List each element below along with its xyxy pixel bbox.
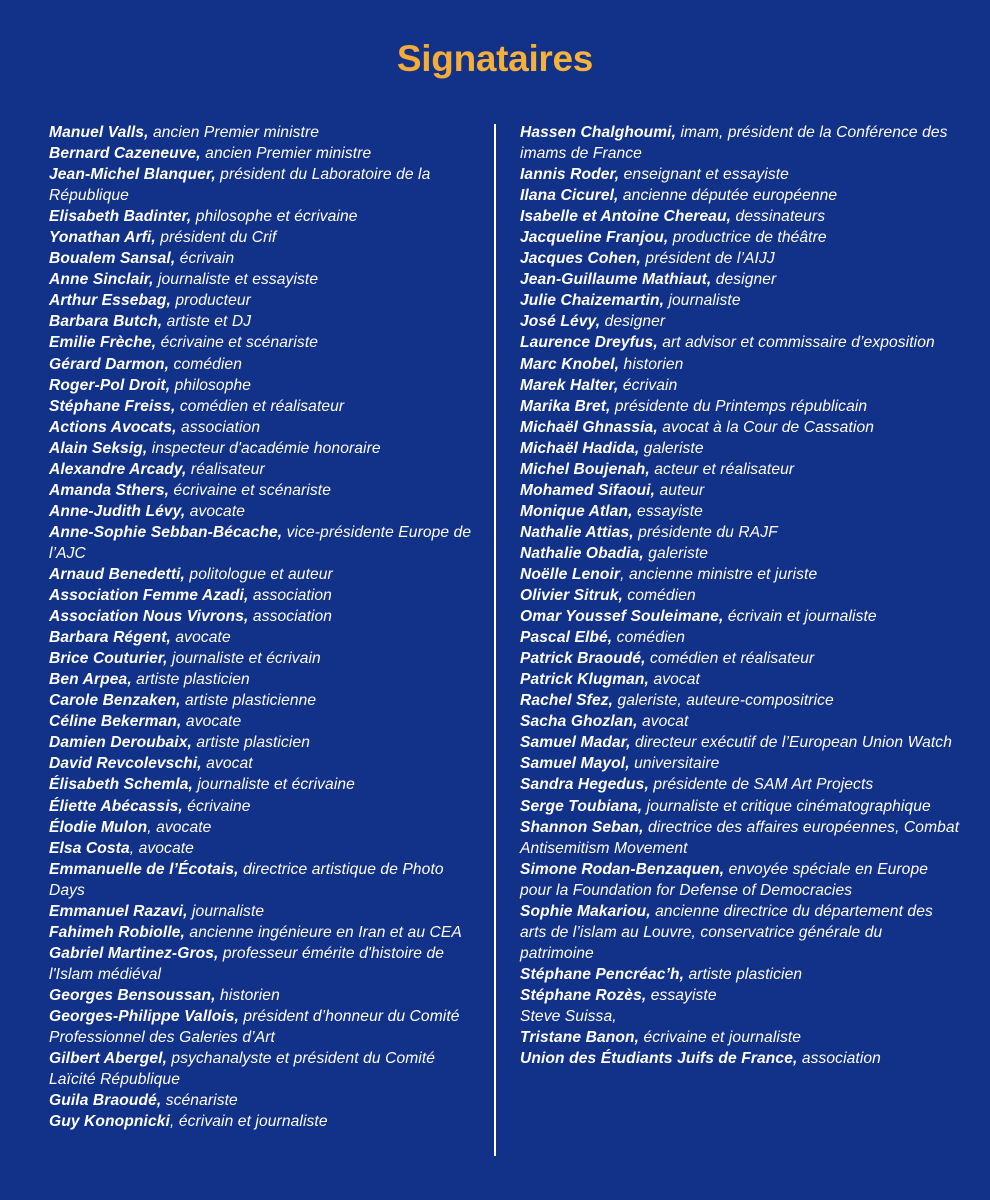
signatory-entry: [520, 501, 960, 522]
signatory-role: artiste plasticien: [131, 671, 250, 689]
signatory-name: Guila Braoudé,: [49, 1092, 162, 1110]
signatory-entry: [520, 585, 960, 606]
signatory-role: Steve Suissa,: [520, 1007, 617, 1025]
signatory-entry: [520, 817, 960, 859]
signatory-name: Stéphane Freiss,: [49, 397, 176, 415]
signatory-name: Gérard Darmon,: [49, 355, 170, 373]
signatory-entry: [520, 669, 960, 690]
signatory-name: Carole Benzaken,: [49, 692, 181, 710]
signatory-name: Sandra Hegedus,: [520, 776, 649, 794]
signatory-role: imam, président de la Conférence des imams de France: [520, 124, 948, 163]
signatory-role: avocate: [185, 502, 246, 520]
signatory-role: inspecteur d'académie honoraire: [147, 439, 381, 457]
signatory-role: designer: [711, 271, 777, 289]
signatory-role: président du Crif: [155, 229, 277, 247]
signatory-name: Georges Bensoussan,: [49, 986, 216, 1004]
signatory-role: écrivaine et journaliste: [639, 1029, 802, 1047]
signatory-entry: [49, 985, 479, 1006]
signatory-entry: [520, 522, 960, 543]
signatory-role: présidente de SAM Art Projects: [648, 776, 874, 794]
signatory-name: Elisabeth Badinter,: [49, 208, 192, 226]
signatory-entry: [520, 164, 960, 185]
signatory-role: ancien Premier ministre: [148, 124, 320, 141]
signatory-entry: [520, 711, 960, 732]
signatory-role: enseignant et essayiste: [619, 166, 789, 184]
signatories-column-right: [520, 122, 960, 1069]
signatory-entry: [49, 417, 479, 438]
signatory-entry: [49, 311, 479, 332]
signatory-name: Amanda Sthers,: [49, 481, 170, 499]
signatory-name: Tristane Banon,: [520, 1029, 640, 1047]
column-divider: [494, 124, 496, 1156]
signatory-name: Boualem Sansal,: [49, 250, 176, 268]
signatory-name: Iannis Roder,: [520, 166, 620, 184]
signatory-entry: [520, 375, 960, 396]
signatory-entry: [49, 522, 479, 564]
signatory-role: écrivaine: [182, 797, 251, 815]
signatory-role: avocate: [181, 713, 242, 731]
signatory-entry: [520, 311, 960, 332]
signatory-role: comédien: [169, 355, 242, 373]
signatory-entry: [49, 901, 479, 922]
signatory-name: Simone Rodan-Benzaquen,: [520, 860, 725, 878]
signatory-name: Marek Halter,: [520, 376, 619, 394]
signatory-entry: [520, 985, 960, 1006]
signatory-entry: [49, 796, 479, 817]
signatory-entry: [49, 817, 479, 838]
signatory-name: Jacqueline Franjou,: [520, 229, 669, 247]
signatory-name: Elsa Costa: [49, 839, 130, 857]
signatory-role: ancienne ingénieure en Iran et au CEA: [185, 923, 462, 941]
signatory-name: Guy Konopnicki: [49, 1113, 170, 1131]
signatory-role: écrivain et journaliste: [723, 608, 877, 626]
signatory-entry: [520, 417, 960, 438]
signatory-entry: [49, 774, 479, 795]
signatory-role: écrivain: [175, 250, 235, 268]
signatory-entry: [520, 122, 960, 164]
signatory-entry: [49, 711, 479, 732]
signatory-name: Éliette Abécassis,: [49, 797, 183, 815]
signatory-entry: [520, 269, 960, 290]
signatory-role: , avocate: [129, 839, 194, 857]
signatory-role: comédien et réalisateur: [175, 397, 345, 415]
signatory-role: acteur et réalisateur: [649, 460, 795, 478]
signatory-entry: [49, 648, 479, 669]
signatory-entry: [49, 690, 479, 711]
signatory-name: Barbara Régent,: [49, 629, 171, 647]
signatory-name: Anne-Sophie Sebban-Bécache,: [49, 523, 283, 541]
signatory-name: Michel Boujenah,: [520, 460, 650, 478]
signatory-role: essayiste: [646, 986, 717, 1004]
signatory-role: directrice artistique de Photo Days: [49, 860, 444, 899]
signatory-entry: [49, 501, 479, 522]
signatory-entry: [49, 480, 479, 501]
signatory-name: Gilbert Abergel,: [49, 1050, 167, 1068]
signatory-name: Sophie Makariou,: [520, 902, 651, 920]
signatory-entry: [520, 290, 960, 311]
signatory-name: Élodie Mulon: [49, 818, 148, 836]
signatory-name: Manuel Valls,: [49, 124, 149, 141]
signatory-name: Emmanuel Razavi,: [49, 902, 188, 920]
signatory-name: David Revcolevschi,: [49, 755, 202, 773]
signatory-role: président d’honneur du Comité Professionnel des Galeries d’Art: [49, 1007, 460, 1047]
signatory-entry: [520, 396, 960, 417]
signatory-entry: [520, 438, 960, 459]
signatory-entry: [49, 290, 479, 311]
signatory-role: comédien et réalisateur: [645, 650, 815, 668]
signatory-name: Patrick Braoudé,: [520, 650, 646, 668]
signatory-entry: [520, 185, 960, 206]
signatory-name: Samuel Madar,: [520, 734, 631, 752]
signatory-role: galeriste, auteure-compositrice: [613, 692, 834, 710]
signatory-role: écrivaine et scénariste: [169, 481, 332, 499]
signatory-role: président du Laboratoire de la République: [49, 166, 431, 205]
signatory-role: productrice de théâtre: [668, 229, 827, 247]
signatory-name: Arthur Essebag,: [49, 292, 171, 310]
signatory-role: vice-présidente Europe de l’AJC: [49, 523, 472, 562]
signatory-name: Arnaud Benedetti,: [49, 565, 185, 583]
signatory-name: Union des Étudiants Juifs de France,: [520, 1050, 798, 1068]
signatory-name: Isabelle et Antoine Chereau,: [520, 208, 732, 226]
signatory-role: ancien Premier ministre: [200, 145, 372, 163]
signatory-role: journaliste: [187, 902, 265, 920]
signatory-entry: [520, 774, 960, 795]
signatory-name: José Lévy,: [520, 313, 601, 331]
signatory-role: dessinateurs: [731, 208, 826, 226]
signatory-role: historien: [619, 355, 684, 373]
signatory-name: Alexandre Arcady,: [49, 460, 187, 478]
signatory-role: journaliste et écrivain: [167, 650, 321, 668]
signatory-name: Fahimeh Robiolle,: [49, 923, 185, 941]
signatory-role: politologue et auteur: [185, 565, 333, 583]
signatory-role: association: [248, 587, 332, 605]
signatory-name: Georges-Philippe Vallois,: [49, 1007, 239, 1025]
signatory-entry: [520, 248, 960, 269]
signatory-role: envoyée spéciale en Europe pour la Foundation for Defense of Democracies: [520, 860, 928, 899]
signatory-name: Michaël Hadida,: [520, 439, 640, 457]
signatory-entry: [49, 669, 479, 690]
signatory-role: , avocate: [147, 818, 212, 836]
signatory-entry: [520, 227, 960, 248]
signatory-entry: [49, 859, 479, 901]
signatory-role: auteur: [655, 481, 705, 499]
signatory-entry: [49, 627, 479, 648]
signatory-entry: [49, 248, 479, 269]
signatory-entry: [520, 1048, 960, 1069]
signatory-entry: [49, 1090, 479, 1111]
signatory-role: journaliste et essayiste: [153, 271, 319, 289]
signatory-role: directeur exécutif de l’European Union Watch: [630, 734, 952, 752]
signatory-entry: [49, 753, 479, 774]
signatory-name: Omar Youssef Souleimane,: [520, 608, 724, 626]
signatory-name: Samuel Mayol,: [520, 755, 630, 773]
signatory-role: professeur émérite d'histoire de l'Islam médiéval: [49, 944, 445, 983]
signatory-name: Shannon Seban,: [520, 818, 644, 836]
signatory-entry: [520, 901, 960, 964]
signatory-entry: [520, 1027, 960, 1048]
signatory-entry: [520, 964, 960, 985]
signatory-entry: [520, 206, 960, 227]
signatory-role: essayiste: [632, 502, 703, 520]
signatory-name: Bernard Cazeneuve,: [49, 145, 201, 163]
signatory-entry: [49, 206, 479, 227]
signatory-name: Nathalie Attias,: [520, 523, 634, 541]
signatory-name: Laurence Dreyfus,: [520, 334, 658, 352]
signatory-name: Céline Bekerman,: [49, 713, 182, 731]
signatory-role: , ancienne ministre et juriste: [620, 565, 818, 583]
signatory-entry: [520, 606, 960, 627]
signatory-name: Nathalie Obadia,: [520, 544, 644, 562]
signatory-name: Hassen Chalghoumi,: [520, 124, 677, 141]
signatory-entry: [49, 332, 479, 353]
signatory-entry: [49, 269, 479, 290]
signatory-role: écrivaine et scénariste: [156, 334, 319, 352]
signatory-entry: [520, 354, 960, 375]
signatory-role: avocat à la Cour de Cassation: [657, 418, 874, 436]
signatory-role: présidente du RAJF: [633, 523, 778, 541]
signatory-name: Barbara Butch,: [49, 313, 163, 331]
signatory-entry: [49, 732, 479, 753]
signatory-name: Olivier Sitruk,: [520, 587, 623, 605]
signatory-name: Association Nous Vivrons,: [49, 608, 249, 626]
signatory-name: Sacha Ghozlan,: [520, 713, 638, 731]
signatory-role: artiste plasticien: [684, 965, 803, 983]
signatory-name: Jacques Cohen,: [520, 250, 641, 268]
signatory-name: Pascal Elbé,: [520, 629, 613, 647]
signatory-role: avocate: [170, 629, 231, 647]
signatory-role: journaliste et critique cinématographique: [642, 797, 931, 815]
signatory-entry: [49, 396, 479, 417]
signatory-entry: [49, 1006, 479, 1048]
signatory-role: , écrivain et journaliste: [169, 1113, 328, 1131]
signatory-entry: [520, 796, 960, 817]
signatory-role: artiste et DJ: [162, 313, 252, 331]
signatory-role: galeriste: [639, 439, 704, 457]
signatory-name: Roger-Pol Droit,: [49, 376, 171, 394]
signatory-name: Marika Bret,: [520, 397, 611, 415]
signatory-entry: [49, 143, 479, 164]
signatory-role: artiste plasticienne: [180, 692, 317, 710]
signatory-role: avocat: [648, 671, 700, 689]
signatory-entry: [49, 227, 479, 248]
signatory-entry: [49, 1111, 479, 1132]
signatory-entry: [49, 564, 479, 585]
signatory-entry: [520, 564, 960, 585]
signatory-name: Patrick Klugman,: [520, 671, 649, 689]
signatory-role: scénariste: [161, 1092, 238, 1110]
signatory-entry: [49, 1048, 479, 1090]
signatory-name: Brice Couturier,: [49, 650, 168, 668]
signatory-entry: [520, 859, 960, 901]
signatory-entry: [520, 543, 960, 564]
signatory-entry: [520, 332, 960, 353]
signatory-name: Julie Chaizemartin,: [520, 292, 665, 310]
signatory-role: universitaire: [629, 755, 720, 773]
signatory-role: écrivain: [618, 376, 678, 394]
signatory-name: Mohamed Sifaoui,: [520, 481, 656, 499]
signatories-column-left: [49, 122, 479, 1132]
signatory-name: Emilie Frèche,: [49, 334, 157, 352]
signatory-entry: [520, 690, 960, 711]
signatory-entry: [520, 459, 960, 480]
signatory-name: Jean-Guillaume Mathiaut,: [520, 271, 712, 289]
signatory-entry: [49, 354, 479, 375]
signatory-entry: [49, 459, 479, 480]
signatory-role: producteur: [170, 292, 251, 310]
signatory-name: Ben Arpea,: [49, 671, 132, 689]
signatory-role: président de l’AIJJ: [641, 250, 775, 268]
signatory-role: réalisateur: [186, 460, 265, 478]
signatory-role: avocat: [637, 713, 689, 731]
signatory-entry: [49, 838, 479, 859]
signatory-name: Yonathan Arfi,: [49, 229, 156, 247]
signatory-name: Jean-Michel Blanquer,: [49, 166, 216, 184]
signatory-role: journaliste et écrivaine: [192, 776, 355, 794]
signatory-entry: [520, 753, 960, 774]
signatory-name: Marc Knobel,: [520, 355, 620, 373]
signatory-role: psychanalyste et président du Comité Laïcité République: [49, 1050, 436, 1089]
signatory-name: Monique Atlan,: [520, 502, 633, 520]
signatory-role: comédien: [622, 587, 696, 605]
signatory-name: Anne-Judith Lévy,: [49, 502, 186, 520]
signatory-role: ancienne directrice du département des arts de l’islam au Louvre, conservatrice générale du patrimoine: [520, 902, 933, 962]
signatory-role: présidente du Printemps républicain: [610, 397, 868, 415]
signatory-name: Michaël Ghnassia,: [520, 418, 658, 436]
signatory-entry: [49, 585, 479, 606]
signatory-name: Alain Seksig,: [49, 439, 148, 457]
signatory-name: Damien Deroubaix,: [49, 734, 192, 752]
signatory-entry: [49, 122, 479, 143]
signatory-role: comédien: [612, 629, 686, 647]
signatory-entry: [520, 648, 960, 669]
signatory-role: avocat: [201, 755, 253, 773]
signatory-name: Rachel Sfez,: [520, 692, 614, 710]
signatory-name: Serge Toubiana,: [520, 797, 643, 815]
signatory-entry: [49, 606, 479, 627]
signatory-entry: [49, 922, 479, 943]
signatory-name: Anne Sinclair,: [49, 271, 154, 289]
signatory-role: journaliste: [664, 292, 741, 310]
signatory-name: Association Femme Azadi,: [49, 587, 249, 605]
signatory-role: historien: [215, 986, 280, 1004]
page-title: Signataires: [0, 36, 990, 82]
signatory-role: association: [176, 418, 261, 436]
signatory-name: Gabriel Martinez-Gros,: [49, 944, 219, 962]
signatory-name: Ilana Cicurel,: [520, 187, 619, 205]
signatory-role: designer: [600, 313, 666, 331]
signatory-entry: [49, 438, 479, 459]
signatory-name: Emmanuelle de l’Écotais,: [49, 860, 239, 878]
signatory-role: philosophe: [170, 376, 252, 394]
signatory-role: directrice des affaires européennes, Combat Antisemitism Movement: [520, 818, 960, 857]
signatory-name: Élisabeth Schemla,: [49, 776, 193, 794]
signatory-name: Actions Avocats,: [49, 418, 177, 436]
signatory-name: Stéphane Pencréac’h,: [520, 965, 685, 983]
signatory-entry: [520, 480, 960, 501]
signatory-entry: [520, 627, 960, 648]
signatory-role: ancienne députée européenne: [618, 187, 838, 205]
signatory-role: galeriste: [643, 544, 709, 562]
signatory-entry: [49, 164, 479, 206]
signatory-role: association: [797, 1050, 881, 1068]
signatory-entry: [520, 732, 960, 753]
signatory-role: art advisor et commissaire d’exposition: [657, 334, 935, 352]
signatory-entry: [49, 375, 479, 396]
signatory-name: Stéphane Rozès,: [520, 986, 647, 1004]
signatory-role: artiste plasticien: [191, 734, 310, 752]
signatory-entry: [520, 1006, 960, 1027]
signatory-name: Noëlle Lenoir: [520, 565, 621, 583]
signatory-role: philosophe et écrivaine: [191, 208, 358, 226]
signatory-entry: [49, 943, 479, 985]
signatory-role: association: [248, 608, 333, 626]
